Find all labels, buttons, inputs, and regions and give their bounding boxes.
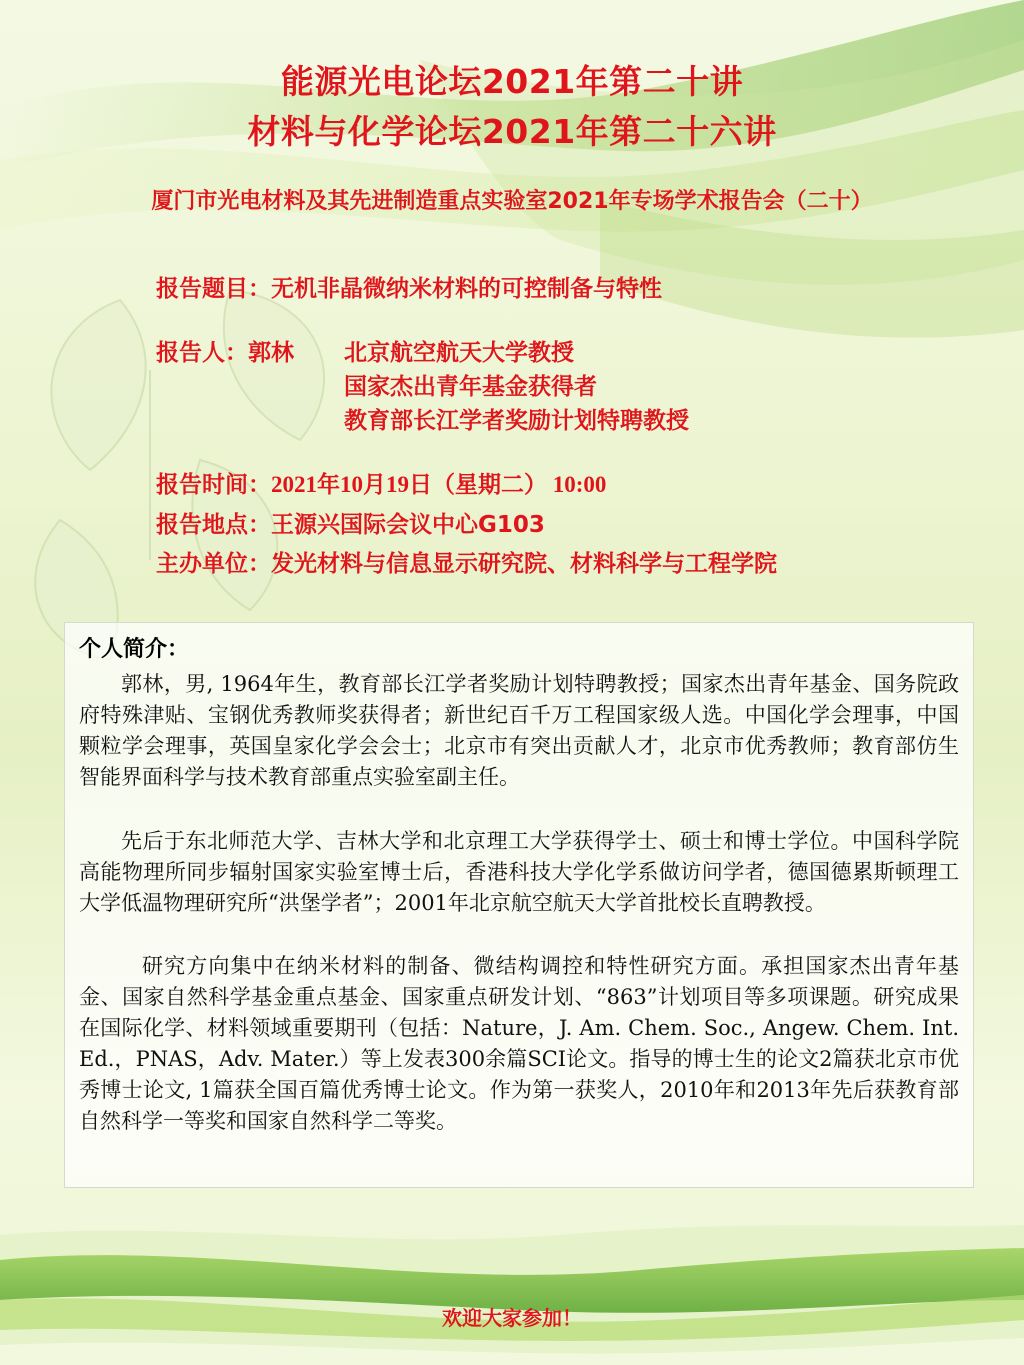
bio-heading: 个人简介： <box>79 637 190 662</box>
bio-paragraph-2: 先后于东北师范大学、吉林大学和北京理工大学获得学士、硕士和博士学位。中国科学院高能物理所同步辐射国家实验室博士后，香港科技大学化学系做访问学者，德国德累斯顿理工大学低温物理研究所“洪堡学者”；2001年北京航空航天大学首批校长直聘教授。 <box>79 829 959 915</box>
host-label: 主办单位： <box>156 551 271 577</box>
lab-subtitle: 厦门市光电材料及其先进制造重点实验室2021年专场学术报告会（二十） <box>151 189 873 214</box>
time-text: 2021年10月19日（星期二） 10:00 <box>271 472 607 497</box>
bio-paragraph-1: 郭林，男, 1964年生，教育部长江学者奖励计划特聘教授；国家杰出青年基金、国务院政府特殊津贴、宝钢优秀教师奖获得者；新世纪百千万工程国家级人选。中国化学会理事，中国颗粒学会理事，英国皇家化学会会士；北京市有突出贡献人才，北京市优秀教师；教育部仿生智能界面科学与技术教育部重点实验室副主任。 <box>79 672 959 789</box>
topic-label: 报告题目： <box>156 276 271 302</box>
speaker-row <box>156 334 294 367</box>
report-time-row <box>156 466 606 499</box>
speaker-title-1: 北京航空航天大学教授 <box>344 340 574 366</box>
bio-panel <box>64 622 974 1188</box>
speaker-title-2: 国家杰出青年基金获得者 <box>344 374 597 400</box>
bio-paragraph-3: 研究方向集中在纳米材料的制备、微结构调控和特性研究方面。承担国家杰出青年基金、国家自然科学基金重点基金、国家重点研发计划、“863”计划项目等多项课题。研究成果在国际化学、材料领域重要期刊（包括：Nature，J. Am. Chem. Soc., Angew. Chem. Int. Ed.，PNAS，Adv. Mater.）等上发表300余篇SCI论文。指导的博士生的论文2篇获北京市优秀博士论文, 1篇获全国百篇优秀博士论文。作为第一获奖人，2010年和2013年先后获教育部自然科学一等奖和国家自然科学二等奖。 <box>79 954 959 1133</box>
forum-title-line2: 材料与化学论坛2021年第二十六讲 <box>247 112 777 151</box>
speaker-title-3: 教育部长江学者奖励计划特聘教授 <box>344 408 689 434</box>
location-text: 王源兴国际会议中心G103 <box>271 512 545 538</box>
speaker-label: 报告人： <box>156 340 248 366</box>
report-location-row <box>156 506 545 539</box>
topic-text: 无机非晶微纳米材料的可控制备与特性 <box>271 276 662 302</box>
speaker-name: 郭林 <box>248 340 294 366</box>
location-label: 报告地点： <box>156 512 271 538</box>
welcome-footer: 欢迎大家参加！ <box>442 1306 582 1330</box>
host-row <box>156 545 777 578</box>
forum-title-line1: 能源光电论坛2021年第二十讲 <box>280 62 744 101</box>
report-topic-row <box>156 270 662 303</box>
host-text: 发光材料与信息显示研究院、材料科学与工程学院 <box>271 551 777 577</box>
time-label: 报告时间： <box>156 472 271 498</box>
